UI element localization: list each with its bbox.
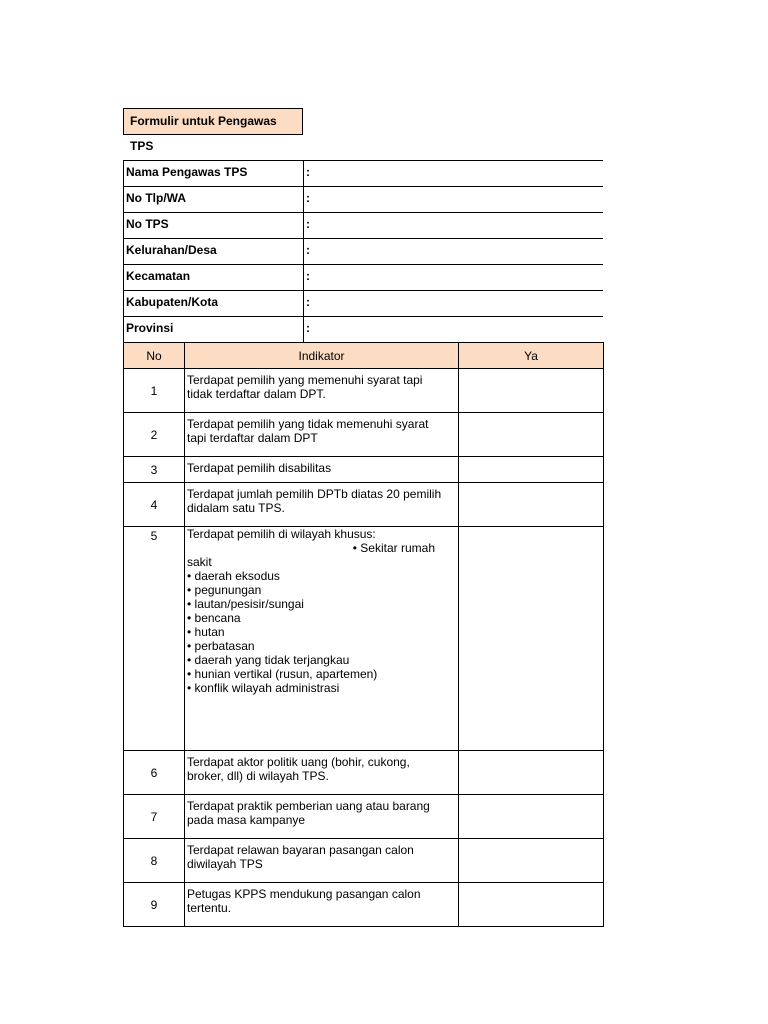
table-row [124, 527, 604, 751]
row-number: 6 [124, 751, 185, 795]
info-label: No Tlp/WA [123, 187, 304, 212]
ya-checkbox-cell[interactable] [459, 839, 604, 883]
indicator-text [185, 795, 459, 839]
ya-checkbox-cell[interactable] [459, 751, 604, 795]
table-row [124, 883, 604, 927]
indicator-table [123, 342, 604, 927]
info-row-provinsi [123, 316, 603, 343]
indicator-line: broker, dll) di wilayah TPS. [187, 769, 329, 783]
ya-checkbox-cell[interactable] [459, 369, 604, 413]
ya-checkbox-cell[interactable] [459, 457, 604, 483]
indicator-line: tertentu. [187, 901, 232, 915]
info-value-field[interactable]: : [306, 295, 310, 309]
info-label: Nama Pengawas TPS [123, 161, 304, 186]
table-header-row [124, 343, 604, 369]
info-value-field[interactable]: : [306, 269, 310, 283]
table-row [124, 751, 604, 795]
indicator-line: • konflik wilayah administrasi [187, 681, 340, 695]
info-value-field[interactable]: : [306, 243, 310, 257]
info-label: Provinsi [123, 317, 304, 342]
table-row [124, 369, 604, 413]
row-number: 1 [124, 369, 185, 413]
info-row-no-tps [123, 212, 603, 238]
indicator-line: • lautan/pesisir/sungai [187, 597, 304, 611]
ya-checkbox-cell[interactable] [459, 883, 604, 927]
info-row-kabupaten [123, 290, 603, 316]
indicator-line: • hutan [187, 625, 225, 639]
table-row [124, 795, 604, 839]
indicator-text [185, 527, 459, 751]
info-row-kecamatan [123, 264, 603, 290]
info-value-field[interactable]: : [306, 217, 310, 231]
table-row [124, 457, 604, 483]
indicator-text [185, 369, 459, 413]
table-row [124, 839, 604, 883]
row-number: 3 [124, 457, 185, 483]
table-row [124, 413, 604, 457]
row-number: 9 [124, 883, 185, 927]
indicator-line: tapi terdaftar dalam DPT [187, 431, 318, 445]
indicator-line: • bencana [187, 611, 241, 625]
info-value-field[interactable]: : [306, 165, 310, 179]
info-label: Kabupaten/Kota [123, 291, 304, 316]
indicator-text [185, 413, 459, 457]
info-label: Kelurahan/Desa [123, 239, 304, 264]
info-row-nama [123, 160, 603, 186]
table-row [124, 483, 604, 527]
column-header-ya: Ya [459, 343, 604, 369]
indicator-line: • daerah eksodus [187, 569, 280, 583]
indicator-line: • daerah yang tidak terjangkau [187, 653, 350, 667]
indicator-line: Terdapat jumlah pemilih DPTb diatas 20 pemilih [187, 487, 442, 501]
indicator-line: sakit [187, 555, 212, 569]
indicator-text [185, 839, 459, 883]
indicator-line: Terdapat pemilih di wilayah khusus: [187, 527, 376, 541]
info-value-field[interactable]: : [306, 191, 310, 205]
info-label: No TPS [123, 213, 304, 238]
indicator-text [185, 483, 459, 527]
row-number: 8 [124, 839, 185, 883]
indicator-line: Terdapat aktor politik uang (bohir, cukong, [187, 755, 410, 769]
info-value-field[interactable]: : [306, 321, 310, 335]
row-number: 4 [124, 483, 185, 527]
ya-checkbox-cell[interactable] [459, 483, 604, 527]
ya-checkbox-cell[interactable] [459, 795, 604, 839]
indicator-line: Terdapat praktik pemberian uang atau barang [187, 799, 430, 813]
indicator-line: Terdapat relawan bayaran pasangan calon [187, 843, 414, 857]
row-number: 7 [124, 795, 185, 839]
indicator-line: didalam satu TPS. [187, 501, 285, 515]
indicator-line: • Sekitar rumah [352, 541, 435, 555]
info-label: Kecamatan [123, 265, 304, 290]
indicator-line: • pegunungan [187, 583, 262, 597]
indicator-line: pada masa kampanye [187, 813, 306, 827]
info-row-telepon [123, 186, 603, 212]
row-number: 5 [124, 527, 185, 751]
info-row-kelurahan [123, 238, 603, 264]
ya-checkbox-cell[interactable] [459, 413, 604, 457]
indicator-line: Terdapat pemilih yang memenuhi syarat tapi [187, 373, 423, 387]
indicator-text [185, 457, 459, 483]
officer-info-section [123, 160, 603, 343]
indicator-text [185, 883, 459, 927]
indicator-line: • perbatasan [187, 639, 255, 653]
row-number: 2 [124, 413, 185, 457]
form-title: Formulir untuk Pengawas TPS [123, 108, 303, 135]
indicator-line: Petugas KPPS mendukung pasangan calon [187, 887, 421, 901]
indicator-line: tidak terdaftar dalam DPT. [187, 387, 326, 401]
indicator-line: diwilayah TPS [187, 857, 263, 871]
indicator-text [185, 751, 459, 795]
indicator-line: Terdapat pemilih yang tidak memenuhi syarat [187, 417, 429, 431]
indicator-line: Terdapat pemilih disabilitas [187, 461, 332, 475]
column-header-no: No [124, 343, 185, 369]
column-header-indikator: Indikator [185, 343, 459, 369]
indicator-line: • hunian vertikal (rusun, apartemen) [187, 667, 378, 681]
ya-checkbox-cell[interactable] [459, 527, 604, 751]
